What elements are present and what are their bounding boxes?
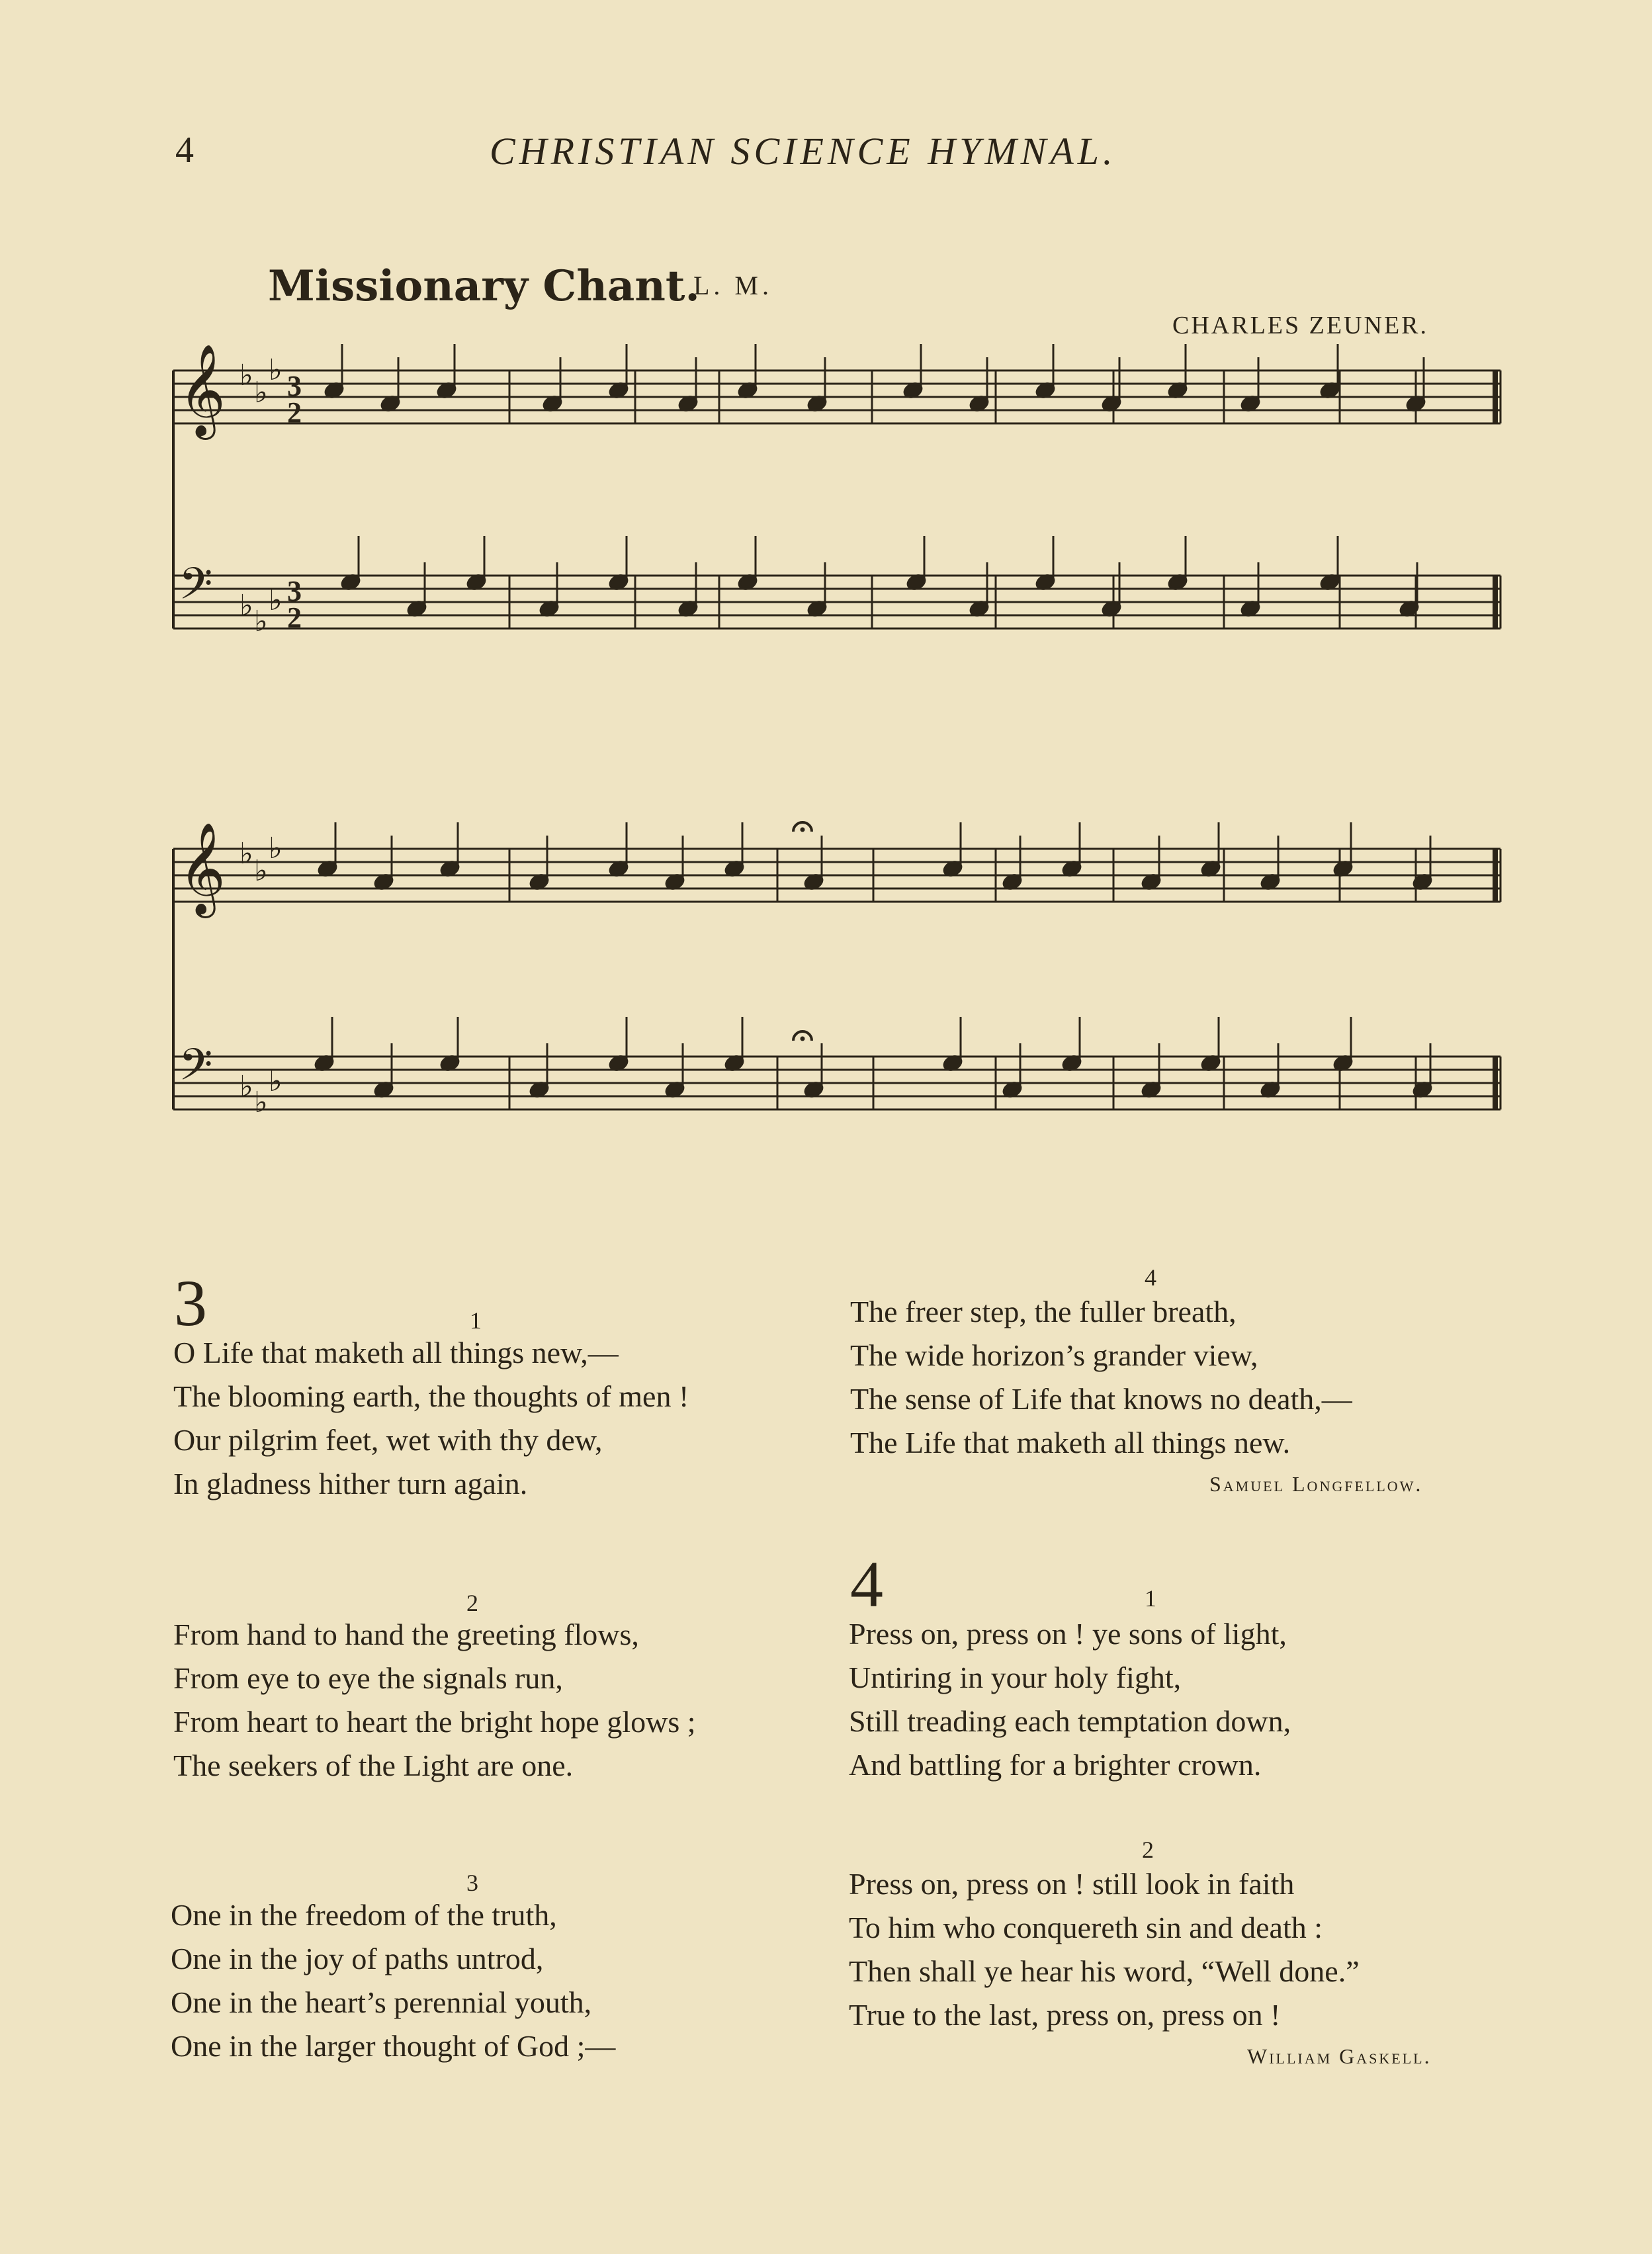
flat-sign: ♭ (239, 589, 253, 623)
treble-clef: 𝄞 (179, 344, 226, 436)
stanza-number: 2 (1142, 1837, 1154, 1863)
time-signature-bottom: 2 (287, 601, 302, 634)
flat-sign: ♭ (254, 605, 268, 638)
lyric-line: Press on, press on ! still look in faith (849, 1867, 1295, 1901)
flat-sign: ♭ (269, 832, 283, 865)
tune-meter: L. M. (693, 271, 773, 300)
treble-clef: 𝄞 (179, 822, 226, 914)
hymn-author: Samuel Longfellow. (1209, 1472, 1423, 1496)
flat-sign: ♭ (239, 837, 253, 871)
fermata-dot (801, 1037, 804, 1041)
lyric-line: Then shall ye hear his word, “Well done.” (849, 1954, 1360, 1988)
flat-sign: ♭ (269, 353, 283, 387)
lyric-line: The seekers of the Light are one. (173, 1749, 574, 1782)
flat-sign: ♭ (254, 1086, 268, 1119)
lyric-line: The blooming earth, the thoughts of men ! (173, 1379, 689, 1413)
fermata-dot (801, 828, 804, 832)
flat-sign: ♭ (239, 1070, 253, 1104)
stanza (173, 1331, 689, 1506)
stanza-number: 1 (470, 1307, 482, 1334)
lyric-line: One in the larger thought of God ;— (171, 2029, 616, 2063)
lyric-line: From eye to eye the signals run, (173, 1661, 563, 1695)
flat-sign: ♭ (254, 854, 268, 888)
hymn-number: 4 (850, 1547, 883, 1621)
stanza (849, 1862, 1360, 2037)
stanza (173, 1613, 696, 1788)
stanza (850, 1290, 1352, 1465)
stanza-number: 2 (466, 1590, 478, 1616)
stanza (849, 1612, 1291, 1787)
flat-sign: ♭ (269, 1064, 283, 1098)
hymn-number: 3 (174, 1266, 207, 1340)
lyric-line: From hand to hand the greeting flows, (173, 1618, 639, 1651)
flat-sign: ♭ (269, 584, 283, 617)
lyric-line: The sense of Life that knows no death,— (850, 1382, 1352, 1416)
time-signature-bottom: 2 (287, 396, 302, 429)
lyric-line: Still treading each temptation down, (849, 1704, 1291, 1738)
lyric-line: Untiring in your holy fight, (849, 1661, 1182, 1694)
lyric-line: One in the heart’s perennial youth, (171, 1985, 592, 2019)
lyric-line: O Life that maketh all things new,— (173, 1336, 619, 1369)
lyric-line: Press on, press on ! ye sons of light, (849, 1617, 1287, 1651)
lyric-line: One in the joy of paths untrod, (171, 1942, 544, 1975)
flat-sign: ♭ (254, 376, 268, 410)
stanza (171, 1893, 615, 2068)
running-title: CHRISTIAN SCIENCE HYMNAL. (490, 130, 1117, 173)
lyric-line: To him who conquereth sin and death : (849, 1911, 1323, 1944)
bass-clef: 𝄢 (179, 1039, 213, 1101)
time-signature-top: 3 (287, 575, 302, 607)
stanza-number: 4 (1145, 1264, 1156, 1291)
composer: CHARLES ZEUNER. (1172, 312, 1428, 339)
lyric-line: The Life that maketh all things new. (850, 1426, 1291, 1459)
time-signature-top: 3 (287, 370, 302, 402)
lyric-line: In gladness hither turn again. (173, 1467, 528, 1500)
stanza-number: 3 (466, 1870, 478, 1896)
page-number: 4 (175, 130, 194, 171)
bass-clef: 𝄢 (179, 558, 213, 620)
lyric-line: One in the freedom of the truth, (171, 1898, 557, 1932)
lyric-line: True to the last, press on, press on ! (849, 1998, 1281, 2032)
lyric-line: Our pilgrim feet, wet with thy dew, (173, 1423, 603, 1457)
stanza-number: 1 (1145, 1585, 1156, 1612)
lyric-line: The freer step, the fuller breath, (850, 1295, 1237, 1328)
lyric-line: From heart to heart the bright hope glows ; (173, 1705, 696, 1739)
lyric-line: The wide horizon’s grander view, (850, 1338, 1258, 1372)
lyric-line: And battling for a brighter crown. (849, 1748, 1262, 1782)
hymn-author: William Gaskell. (1247, 2044, 1432, 2068)
flat-sign: ♭ (239, 359, 253, 392)
tune-name: Missionary Chant. (268, 261, 700, 311)
